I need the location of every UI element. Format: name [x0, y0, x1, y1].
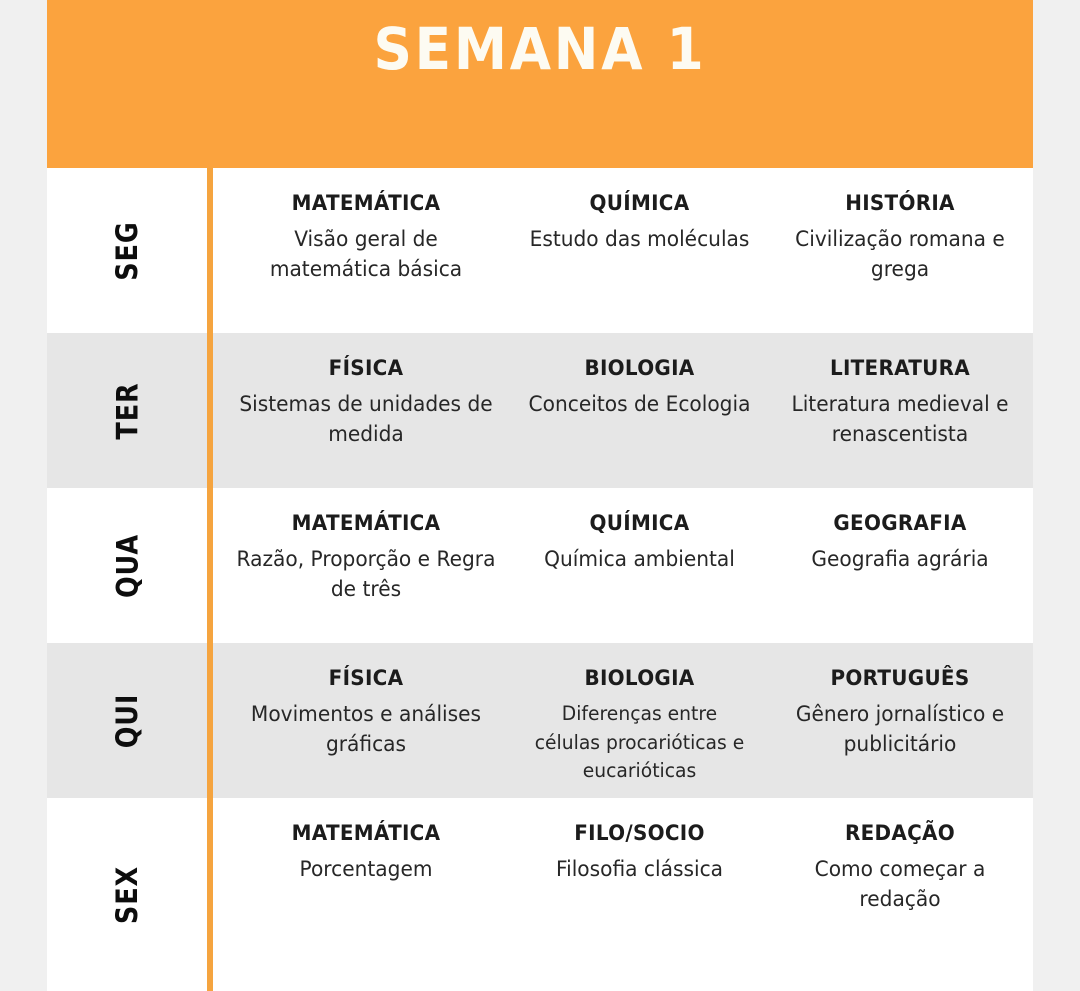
subject-name: HISTÓRIA	[845, 191, 955, 215]
day-label: TER	[110, 381, 144, 440]
day-label: SEG	[110, 220, 144, 281]
day-label: SEX	[110, 865, 144, 924]
table-row	[47, 798, 1033, 991]
schedule-entry[interactable]	[512, 168, 767, 333]
day-label-cell-qui	[47, 643, 207, 798]
subject-name: MATEMÁTICA	[291, 821, 441, 845]
day-label-cell-ter	[47, 333, 207, 488]
day-label-cell-sex	[47, 798, 207, 991]
schedule-entry[interactable]	[220, 168, 512, 333]
schedule-entry[interactable]	[220, 488, 512, 643]
schedule-entry[interactable]	[767, 168, 1033, 333]
subject-name: MATEMÁTICA	[291, 191, 441, 215]
schedule-entry[interactable]	[512, 333, 767, 488]
day-label-cell-seg	[47, 168, 207, 333]
subject-name: BIOLOGIA	[584, 356, 695, 380]
row-entries	[207, 643, 1033, 798]
schedule-entry[interactable]	[220, 333, 512, 488]
subject-name: QUÍMICA	[589, 511, 690, 535]
subject-topic: Civilização romana e grega	[795, 227, 1005, 282]
subject-topic: Química ambiental	[544, 547, 735, 572]
schedule-entry[interactable]	[512, 798, 767, 991]
subject-topic: Diferenças entre células procarióticas e eucarióticas	[534, 702, 745, 782]
subject-topic: Razão, Proporção e Regra de três	[236, 547, 496, 602]
subject-name: FÍSICA	[328, 666, 404, 690]
schedule-entry[interactable]	[512, 488, 767, 643]
table-row	[47, 168, 1033, 333]
day-label: QUA	[109, 533, 144, 598]
row-entries	[207, 168, 1033, 333]
subject-name: BIOLOGIA	[584, 666, 695, 690]
schedule-entry[interactable]	[220, 643, 512, 798]
table-row	[47, 643, 1033, 798]
schedule-entry[interactable]	[767, 798, 1033, 991]
subject-name: FÍSICA	[328, 356, 404, 380]
subject-topic: Estudo das moléculas	[529, 227, 750, 252]
subject-topic: Movimentos e análises gráficas	[250, 702, 482, 757]
page-title: SEMANA 1	[373, 15, 707, 83]
schedule-entry[interactable]	[767, 333, 1033, 488]
schedule-entry[interactable]	[767, 488, 1033, 643]
day-label-cell-qua	[47, 488, 207, 643]
subject-name: LITERATURA	[829, 356, 971, 380]
row-entries	[207, 333, 1033, 488]
subject-topic: Gênero jornalístico e publicitário	[795, 702, 1005, 757]
subject-topic: Filosofia clássica	[555, 857, 724, 882]
subject-topic: Sistemas de unidades de medida	[239, 392, 493, 447]
schedule-entry[interactable]	[767, 643, 1033, 798]
schedule-entry[interactable]	[512, 643, 767, 798]
row-entries	[207, 488, 1033, 643]
table-row	[47, 488, 1033, 643]
subject-topic: Geografia agrária	[811, 547, 989, 572]
column-divider	[207, 168, 213, 991]
subject-topic: Conceitos de Ecologia	[528, 392, 751, 417]
schedule-grid	[47, 168, 1033, 991]
study-schedule	[47, 0, 1033, 991]
subject-name: GEOGRAFIA	[833, 511, 967, 535]
day-label: QUI	[110, 693, 144, 748]
week-header-banner	[47, 0, 1033, 168]
subject-name: FILO/SOCIO	[574, 821, 705, 845]
subject-name: QUÍMICA	[589, 191, 690, 215]
table-row	[47, 333, 1033, 488]
subject-topic: Visão geral de matemática básica	[269, 227, 463, 282]
schedule-entry[interactable]	[220, 798, 512, 991]
subject-name: MATEMÁTICA	[291, 511, 441, 535]
subject-name: REDAÇÃO	[844, 821, 956, 845]
row-entries	[207, 798, 1033, 991]
subject-name: PORTUGUÊS	[830, 666, 970, 690]
subject-topic: Porcentagem	[299, 857, 433, 882]
subject-topic: Literatura medieval e renascentista	[791, 392, 1009, 447]
subject-topic: Como começar a redação	[814, 857, 986, 912]
